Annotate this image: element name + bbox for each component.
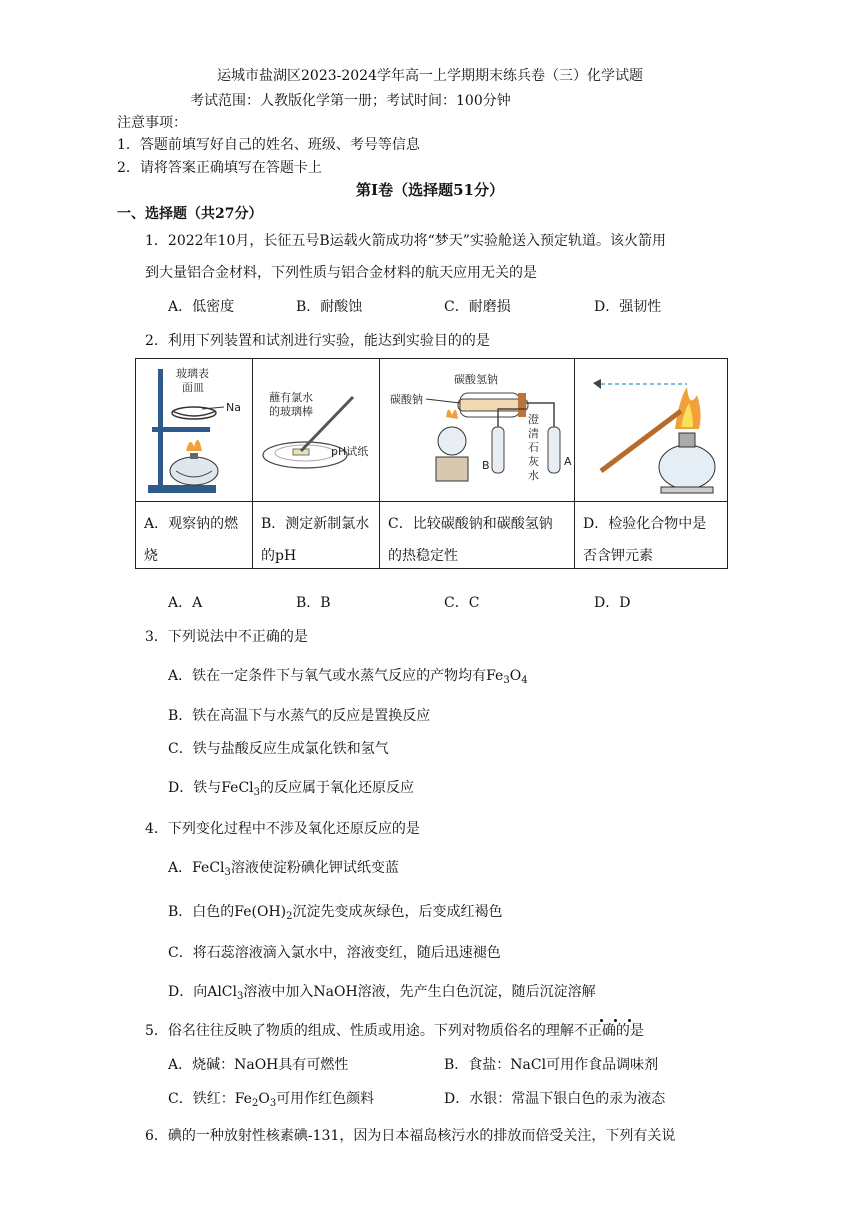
emphasis-dot (600, 1019, 603, 1022)
question-4-stem: 4．下列变化过程中不涉及氧化还原反应的是 (145, 821, 420, 837)
part-title: 第I卷（选择题51分） (356, 181, 504, 199)
q2-option-b: B．B (296, 595, 331, 611)
label-limewater: 澄 (528, 413, 539, 426)
q3-option-d: D．铁与FeCl$_3$的反应属于氧化还原反应 (168, 780, 415, 798)
label-tube-a: A (564, 455, 572, 468)
figure-d-cell (575, 359, 728, 502)
emphasis-dot (614, 1019, 617, 1022)
q1-option-a: A．低密度 (168, 299, 235, 315)
figure-c-cell (380, 359, 575, 502)
notes-heading: 注意事项： (117, 115, 187, 131)
label-limewater: 水 (528, 469, 539, 482)
label-rod: 的玻璃棒 (269, 405, 313, 418)
q2-option-a: A．A (168, 595, 203, 611)
sodium-burning-apparatus-figure (136, 359, 252, 501)
q4-option-b: B．白色的$Fe(OH)_2$沉淀先变成灰绿色，后变成红褐色 (168, 904, 503, 922)
label-na: Na (226, 401, 241, 414)
notes-item: 1．答题前填写好自己的姓名、班级、考号等信息 (117, 137, 420, 153)
label-limewater: 灰 (528, 455, 539, 468)
label-rod: 蘸有氯水 (269, 391, 313, 404)
q4-option-a: A．FeCl$_3$溶液使淀粉碘化钾试纸变蓝 (168, 860, 399, 878)
label-ph-paper: pH试纸 (331, 445, 369, 458)
label-limewater: 清 (528, 427, 539, 440)
exam-subtitle: 考试范围：人教版化学第一册；考试时间：100分钟 (190, 93, 511, 109)
label-watch-glass: 玻璃表 (176, 367, 209, 380)
caption-c: C．比较碳酸钠和碳酸氢钠 的热稳定性 (380, 502, 575, 569)
q3-option-c: C．铁与盐酸反应生成氯化铁和氢气 (168, 741, 389, 757)
notes-item: 2．请将答案正确填写在答题卡上 (117, 160, 322, 176)
flame-test-figure (575, 359, 727, 501)
q5-option-b: B．食盐：NaCl可用作食品调味剂 (444, 1057, 659, 1073)
label-nahco3: 碳酸氢钠 (454, 373, 498, 386)
question-1-stem: 到大量铝合金材料，下列性质与铝合金材料的航天应用无关的是 (145, 265, 537, 281)
q5-option-d: D．水银：常温下银白色的汞为液态 (444, 1091, 666, 1107)
q2-option-c: C．C (444, 595, 480, 611)
question-1-stem: 1．2022年10月，长征五号B运载火箭成功将“梦天”实验舱送入预定轨道。该火箭用 (145, 233, 666, 249)
caption-b: B．测定新制氯水 的pH (253, 502, 380, 569)
caption-a: A．观察钠的燃 烧 (136, 502, 253, 569)
question-5-stem: 5．俗名往往反映了物质的组成、性质或用途。下列对物质俗名的理解不正确的是 (145, 1023, 644, 1039)
label-tube-b: B (482, 459, 490, 472)
figure-b-cell (253, 359, 380, 502)
question-2-stem: 2．利用下列装置和试剂进行实验，能达到实验目的的是 (145, 333, 490, 349)
label-limewater: 石 (528, 441, 539, 454)
experiment-table (135, 358, 728, 569)
figure-a-cell (136, 359, 253, 502)
question-6-stem: 6．碘的一种放射性核素碘-131，因为日本福岛核污水的排放而倍受关注，下列有关说 (145, 1128, 676, 1144)
q1-option-b: B．耐酸蚀 (296, 299, 363, 315)
q4-option-d: D．向AlCl$_3$溶液中加入NaOH溶液，先产生白色沉淀，随后沉淀溶解 (168, 984, 596, 1002)
q4-option-c: C．将石蕊溶液滴入氯水中，溶液变红，随后迅速褪色 (168, 945, 501, 961)
q1-option-d: D．强韧性 (594, 299, 662, 315)
section-title: 一、选择题（共27分） (117, 206, 263, 222)
label-watch-glass: 面皿 (182, 381, 204, 394)
emphasis-dot (628, 1019, 631, 1022)
label-na2co3: 碳酸钠 (390, 393, 423, 406)
q3-option-b: B．铁在高温下与水蒸气的反应是置换反应 (168, 708, 431, 724)
q3-option-a: A．铁在一定条件下与氧气或水蒸气反应的产物均有$Fe_3O_4$ (168, 668, 528, 686)
thermal-stability-apparatus-figure (380, 359, 574, 501)
q5-option-a: A．烧碱：NaOH具有可燃性 (168, 1057, 349, 1073)
ph-paper-figure (253, 359, 379, 501)
q2-option-d: D．D (594, 595, 631, 611)
caption-d: D．检验化合物中是 否含钾元素 (575, 502, 728, 569)
q5-option-c: C．铁红：$Fe_2O_3$可用作红色颜料 (168, 1091, 375, 1109)
q1-option-c: C．耐磨损 (444, 299, 511, 315)
question-3-stem: 3．下列说法中不正确的是 (145, 629, 308, 645)
exam-title: 运城市盐湖区2023-2024学年高一上学期期末练兵卷（三）化学试题 (217, 68, 643, 84)
